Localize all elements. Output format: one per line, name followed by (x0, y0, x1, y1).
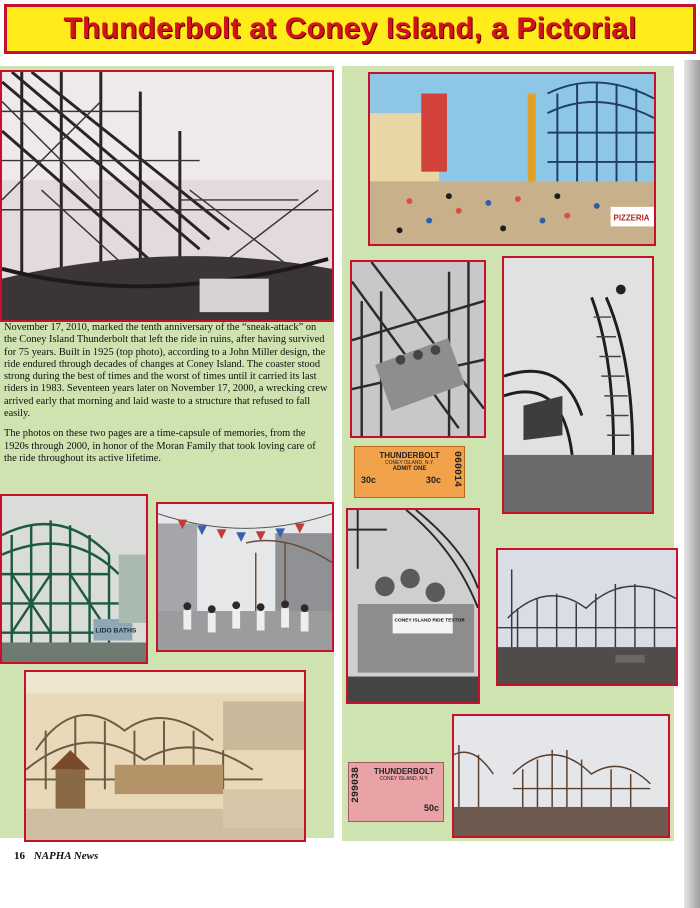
ride-testor-sign: CONEY ISLAND RIDE TESTOR (394, 618, 465, 624)
photo-track-inspector (502, 256, 654, 514)
ticket-pink-title: THUNDERBOLT (373, 767, 435, 776)
title-banner (4, 4, 696, 54)
photo-green-coaster-lido (0, 494, 148, 664)
page-edge-shadow (684, 60, 700, 908)
ticket-pink-number: 299038 (351, 767, 362, 804)
pizzeria-sign: PIZZERIA (613, 213, 650, 223)
page-title: Thunderbolt at Coney Island, a Pictorial (63, 12, 637, 45)
page-footer (14, 850, 98, 862)
ticket-orange-number: 060014 (451, 451, 462, 488)
photo-coaster-lot-color (452, 714, 670, 838)
photo-boardwalk-color (368, 72, 656, 246)
article-text (4, 322, 330, 473)
photo-crowd-bunting (156, 502, 334, 652)
publication-name: NAPHA News (33, 850, 99, 862)
ticket-orange-title: THUNDERBOLT (379, 451, 440, 460)
ticket-orange-price-left: 30c (361, 475, 377, 485)
article-paragraph-2: The photos on these two pages are a time-capsule of memories, from the 1920s through 2000, in honor of the Moran Family that took loving care of the ride throughout its active lifetime. (4, 428, 316, 464)
article-paragraph-1: November 17, 2010, marked the tenth anniversary of the “sneak-attack” on the Coney Island Thunderbolt that left the ride in ruins, after having survived for 75 years. Built in 1925 (top photo), according to a John Miller design, the ride endured through decades of changes at Coney Island. The coaster stood strong during the best of times and the worst of times until it carried its last riders in 1983. Seventeen years later on November 17, 2000, a wrecking crew arrived early that morning and laid waste to a structure that refused to fall easily. (4, 322, 328, 420)
photo-riders-climb (350, 260, 486, 438)
photo-ride-testor-riders (346, 508, 480, 704)
ticket-orange-location: CONEY ISLAND, N.Y. (385, 460, 434, 466)
ticket-pink (348, 762, 444, 822)
lido-sign: LIDO BATHS (95, 627, 137, 635)
photo-thunderbolt-1925 (0, 70, 334, 322)
ticket-orange-admit: ADMIT ONE (392, 466, 427, 472)
ticket-pink-price: 50c (423, 803, 439, 813)
photo-aerial-postcard (24, 670, 306, 842)
page-number: 16 (14, 850, 25, 862)
photo-coaster-parking (496, 548, 678, 686)
ticket-orange (354, 446, 465, 498)
ticket-pink-location: CONEY ISLAND, N.Y. (379, 776, 429, 782)
ticket-orange-price-right: 30c (425, 475, 441, 485)
